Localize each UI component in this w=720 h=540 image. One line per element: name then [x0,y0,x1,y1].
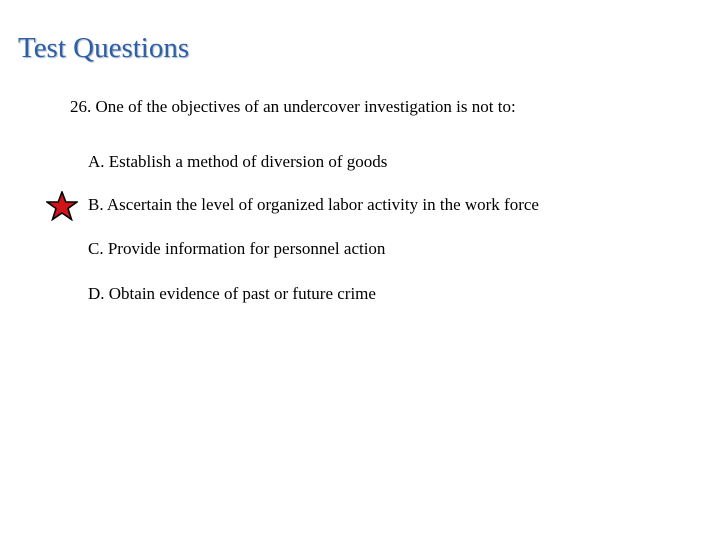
option-b: B. Ascertain the level of organized labor activity in the work force [88,195,539,214]
slide-title: Test Questions [18,32,190,64]
option-d: D. Obtain evidence of past or future crime [88,284,376,303]
option-c: C. Provide information for personnel action [88,239,386,258]
star-icon [46,191,78,221]
option-a: A. Establish a method of diversion of goods [88,152,388,171]
question-text: 26. One of the objectives of an undercover investigation is not to: [70,97,516,116]
